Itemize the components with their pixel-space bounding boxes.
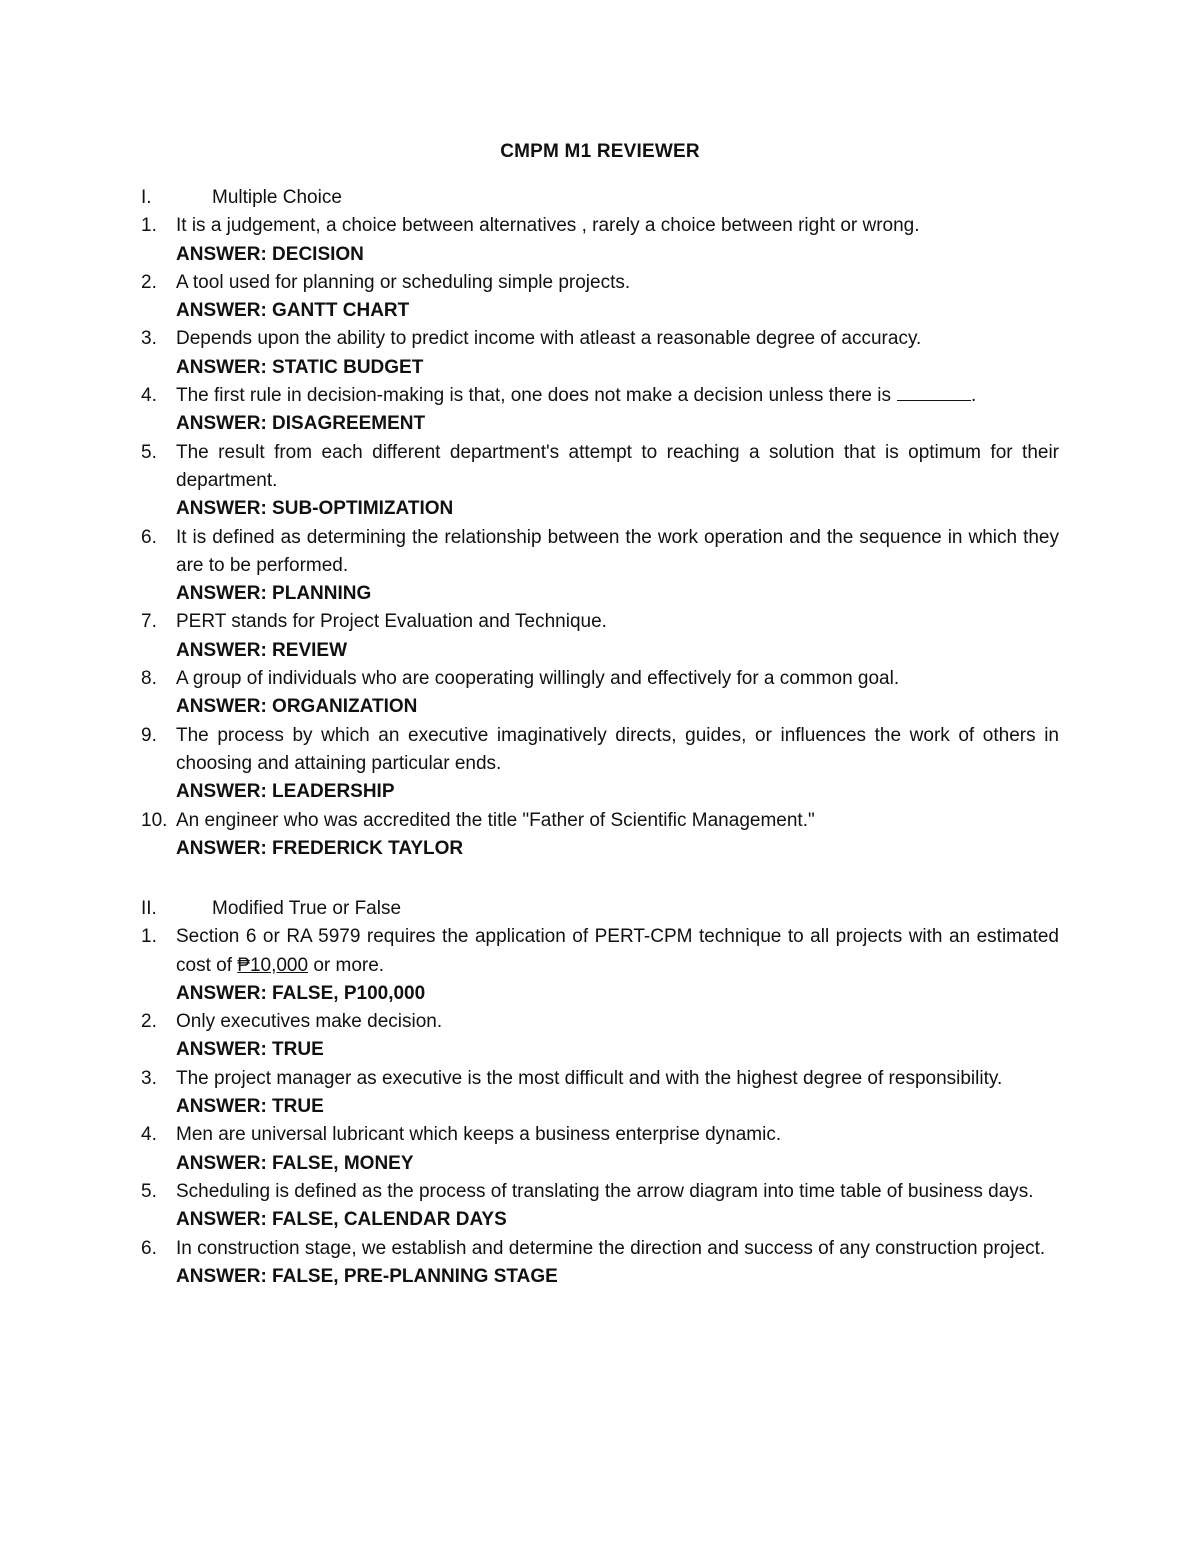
question-text: In construction stage, we establish and determine the direction and success of any construction project. [176,1237,1046,1259]
answer-text: ANSWER: SUB-OPTIMIZATION [176,498,454,520]
question-text-main: Section 6 or RA 5979 requires the application of PERT-CPM technique to all projects with an estimated cost of [176,926,1059,976]
section-numeral: I. [141,187,152,208]
underlined-amount: ₱10,000 [237,954,309,976]
list-item [141,382,1059,439]
item-number: 10. [141,809,168,831]
item-number: 3. [141,1067,157,1089]
item-number: 6. [141,526,157,548]
question-text: The process by which an executive imaginatively directs, guides, or influences the work of others in choosing and attaining particular ends. [176,724,1059,774]
section-heading [141,184,1059,212]
section-numeral: II. [141,898,157,919]
list-item [141,665,1059,722]
list-item [141,325,1059,382]
question-text: Scheduling is defined as the process of translating the arrow diagram into time table of business days. [176,1180,1034,1202]
item-number: 3. [141,328,157,350]
question-text: An engineer who was accredited the title "Father of Scientific Management." [176,809,815,831]
item-number: 4. [141,1124,157,1146]
answer-text: ANSWER: STATIC BUDGET [176,356,424,378]
section-multiple-choice [141,184,1059,863]
list-item [141,1178,1059,1235]
question-text: It is defined as determining the relationship between the work operation and the sequence in which they are to be performed. [176,526,1059,576]
question-text-main: The first rule in decision-making is that, one does not make a decision unless there is [176,385,891,407]
list-item [141,1235,1059,1292]
list-item [141,269,1059,326]
item-number: 9. [141,724,157,746]
question-text: The project manager as executive is the most difficult and with the highest degree of responsibility. [176,1067,1003,1089]
section-title: Modified True or False [212,898,402,919]
list-item [141,807,1059,864]
fill-in-blank [897,384,971,401]
question-text: A tool used for planning or scheduling simple projects. [176,271,631,293]
question-text: The result from each different department's attempt to reaching a solution that is optimum for their department. [176,441,1059,491]
answer-text: ANSWER: PLANNING [176,583,372,605]
item-number: 6. [141,1237,157,1259]
list-item [141,608,1059,665]
question-text: A group of individuals who are cooperating willingly and effectively for a common goal. [176,668,900,690]
list-item [141,1008,1059,1065]
item-number: 5. [141,441,157,463]
list-item [141,923,1059,1008]
item-number: 2. [141,271,157,293]
question-text: Only executives make decision. [176,1011,443,1033]
answer-text: ANSWER: TRUE [176,1039,324,1061]
answer-text: ANSWER: FALSE, PRE-PLANNING STAGE [176,1265,558,1287]
question-text-tail: or more. [313,954,385,976]
answer-text: ANSWER: FREDERICK TAYLOR [176,837,464,859]
answer-text: ANSWER: FALSE, P100,000 [176,982,426,1004]
answer-text: ANSWER: LEADERSHIP [176,781,395,803]
list-item [141,439,1059,524]
item-number: 7. [141,611,157,633]
item-number: 2. [141,1011,157,1033]
answer-text: ANSWER: FALSE, MONEY [176,1152,414,1174]
item-number: 8. [141,668,157,690]
answer-text: ANSWER: FALSE, CALENDAR DAYS [176,1209,507,1231]
answer-text: ANSWER: DECISION [176,243,364,265]
answer-text: ANSWER: GANTT CHART [176,300,410,322]
item-number: 5. [141,1180,157,1202]
answer-text: ANSWER: ORGANIZATION [176,696,418,718]
answer-text: ANSWER: TRUE [176,1096,324,1118]
list-item [141,722,1059,807]
list-item [141,524,1059,609]
answer-text: ANSWER: DISAGREEMENT [176,413,426,435]
question-text [176,382,1059,410]
question-text: It is a judgement, a choice between alternatives , rarely a choice between right or wrong. [176,215,920,237]
question-text [176,923,1059,980]
list-item [141,212,1059,269]
question-text: Men are universal lubricant which keeps a business enterprise dynamic. [176,1124,782,1146]
question-text: PERT stands for Project Evaluation and Technique. [176,611,607,633]
question-text-tail: . [970,385,977,407]
item-number: 4. [141,385,157,407]
page-title: CMPM M1 REVIEWER [500,141,700,162]
section-title: Multiple Choice [212,187,342,208]
section-modified-true-false [141,895,1059,1291]
question-text: Depends upon the ability to predict income with atleast a reasonable degree of accuracy. [176,328,922,350]
section-heading [141,895,1059,923]
list-item [141,1121,1059,1178]
answer-text: ANSWER: REVIEW [176,639,347,661]
list-item [141,1065,1059,1122]
item-number: 1. [141,215,157,237]
item-number: 1. [141,926,157,948]
